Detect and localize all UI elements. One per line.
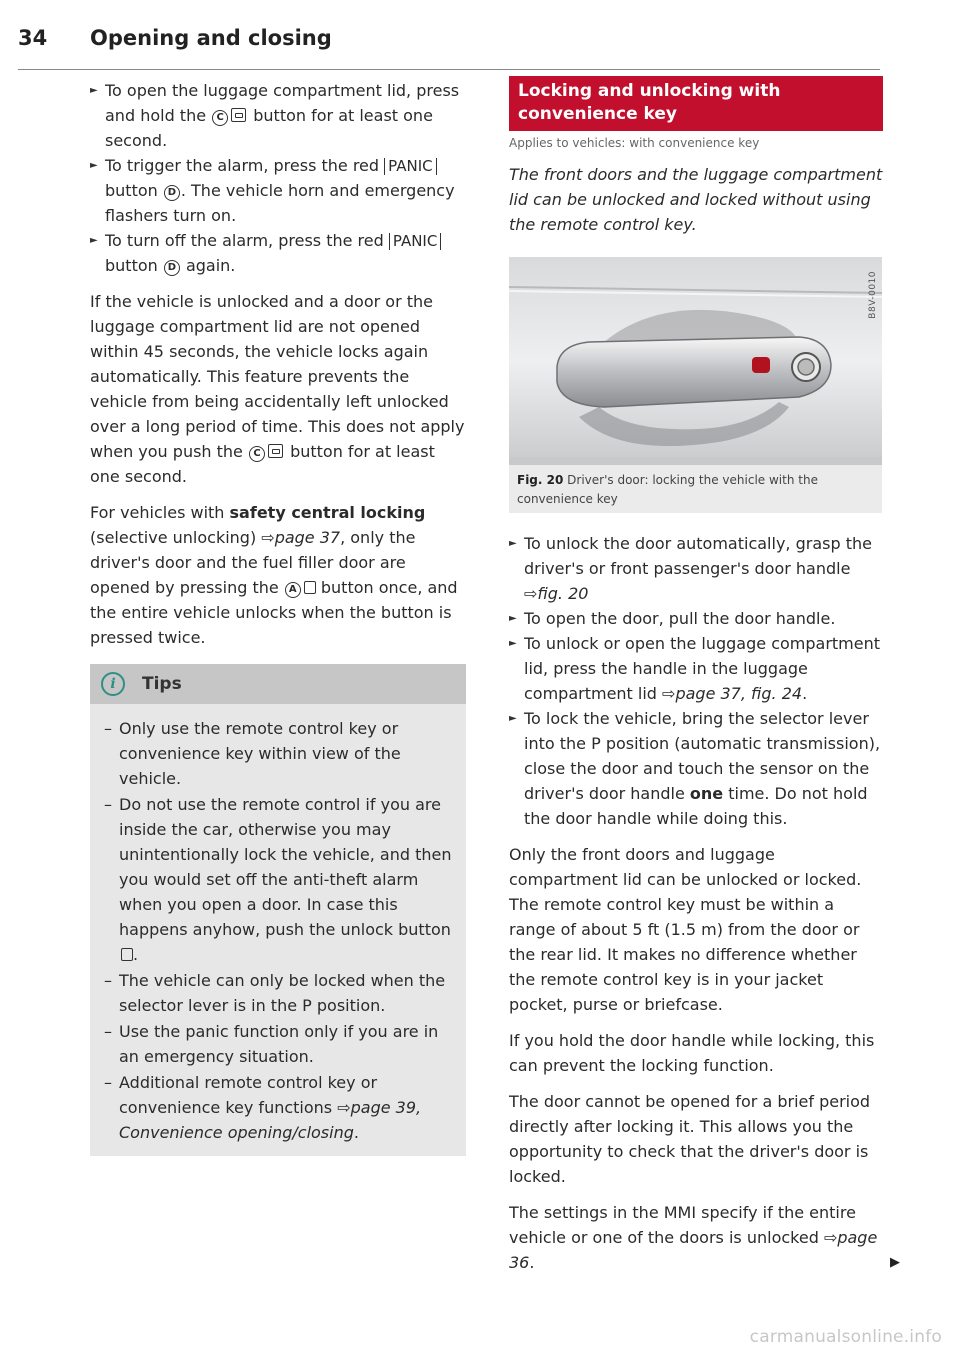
watermark: carmanualsonline.info	[749, 1327, 942, 1347]
page-reference[interactable]: page 36	[509, 1228, 878, 1272]
mmi-settings-paragraph: The settings in the MMI specify if the entire vehicle or one of the doors is unlocked ⇨page 36.	[509, 1203, 878, 1272]
list-item: – Use the panic function only if you are in an emergency situation.	[104, 1019, 452, 1069]
right-column	[509, 76, 883, 1286]
section-banner: Locking and unlocking with convenience key	[509, 76, 883, 131]
d-button-symbol: D	[164, 260, 180, 276]
intro-text: The front doors and the luggage compartment lid can be unlocked and locked without using the remote control key.	[509, 165, 883, 234]
page-reference[interactable]: page 39, Convenience opening/closing	[119, 1098, 422, 1142]
alarm-instructions	[90, 78, 466, 278]
page-reference[interactable]: page 37, fig. 24	[675, 684, 803, 703]
figure-reference[interactable]: fig. 20	[537, 584, 589, 603]
panic-button-symbol: PANIC	[389, 233, 441, 250]
tips-title: Tips	[142, 674, 182, 694]
tips-list	[90, 704, 466, 1145]
list-item: ► To unlock the door automatically, grasp the driver's or front passenger's door handle ⇨fig. 20	[509, 531, 883, 606]
list-item: ► To trigger the alarm, press the red PANIC button D . The vehicle horn and emergency flashers turn on.	[90, 153, 466, 228]
trunk-key-icon	[231, 108, 246, 122]
list-item: ► To turn off the alarm, press the red PANIC button D again.	[90, 228, 466, 278]
brief-period-paragraph: The door cannot be opened for a brief period directly after locking it. This allows you the opportunity to check that the driver's door is locked.	[509, 1092, 871, 1186]
continue-arrow-icon: ▶	[890, 1255, 900, 1270]
list-item: – Additional remote control key or convenience key functions ⇨page 39, Convenience opening/closing.	[104, 1070, 452, 1145]
list-item: ► To lock the vehicle, bring the selector lever into the P position (automatic transmission), close the door and touch the sensor on the driver's door handle one time. Do not hold the door handle while doing this.	[509, 706, 883, 831]
header-divider	[18, 69, 880, 70]
c-button-symbol: C	[249, 446, 265, 462]
list-item: – Do not use the remote control if you are inside the car, otherwise you may unintentionally lock the vehicle, and then you would set off the anti-theft alarm when you open a door. In case this happens anyhow, push the unlock button .	[104, 792, 452, 967]
trunk-key-icon	[268, 444, 283, 458]
door-handle-illustration	[509, 257, 882, 465]
convenience-instructions	[509, 531, 883, 831]
applies-note: Applies to vehicles: with convenience key	[509, 136, 760, 150]
figure-caption: Fig. 20 Driver's door: locking the vehicle with the convenience key	[517, 473, 818, 506]
list-item: ► To open the luggage compartment lid, press and hold the C button for at least one second.	[90, 78, 466, 153]
unlock-icon	[121, 948, 133, 961]
page-number: 34	[18, 26, 48, 50]
page-reference[interactable]: page 37	[274, 528, 341, 547]
unlock-icon	[304, 581, 316, 594]
left-column	[90, 78, 466, 1156]
figure-code: B8V-0010	[868, 271, 878, 319]
safety-locking-paragraph: For vehicles with safety central locking (selective unlocking) ⇨page 37, only the driver's door and the fuel filler door are opened by pressing the A button once, and the entire vehicle unlocks when the button is pressed twice.	[90, 503, 458, 647]
panic-button-symbol: PANIC	[384, 158, 436, 175]
door-handle-icon	[509, 257, 882, 465]
d-button-symbol: D	[164, 185, 180, 201]
tips-header	[90, 664, 466, 704]
list-item: ► To unlock or open the luggage compartment lid, press the handle in the luggage compartment lid ⇨page 37, fig. 24.	[509, 631, 883, 706]
info-icon: i	[101, 672, 125, 696]
section-title: Opening and closing	[90, 26, 332, 50]
auto-relock-paragraph: If the vehicle is unlocked and a door or the luggage compartment lid are not opened within 45 seconds, the vehicle locks again automatically. This feature prevents the vehicle from being accidentally left unlocked over a long period of time. This does not apply when you push the C button for at least one second.	[90, 292, 465, 486]
tips-box	[90, 664, 466, 1156]
list-item: – Only use the remote control key or convenience key within view of the vehicle.	[104, 716, 452, 791]
hold-handle-paragraph: If you hold the door handle while locking, this can prevent the locking function.	[509, 1031, 875, 1075]
figure-20	[509, 257, 882, 513]
list-item: ► To open the door, pull the door handle.	[509, 606, 883, 631]
c-button-symbol: C	[212, 110, 228, 126]
range-paragraph: Only the front doors and luggage compartment lid can be unlocked or locked. The remote control key must be within a range of about 5 ft (1.5 m) from the door or the rear lid. It makes no difference whether the remote control key is in your jacket pocket, purse or briefcase.	[509, 845, 862, 1014]
a-button-symbol: A	[285, 582, 301, 598]
list-item: – The vehicle can only be locked when the selector lever is in the P position.	[104, 968, 452, 1018]
